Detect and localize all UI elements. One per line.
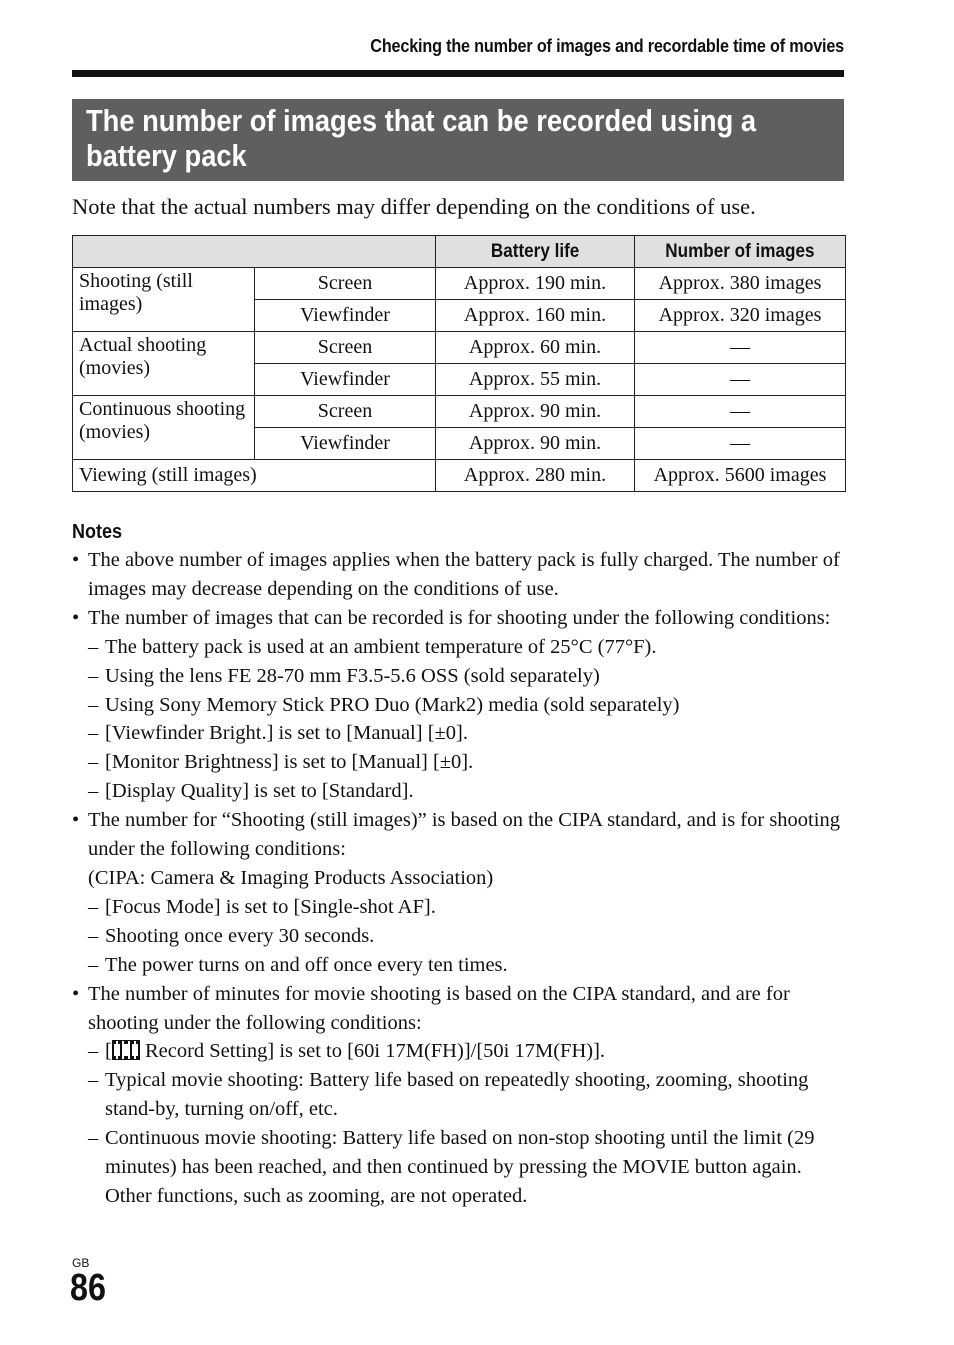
battery-life-cell: Approx. 55 min. xyxy=(436,364,635,396)
mode-cell: Viewfinder xyxy=(255,300,436,332)
row-group-label: Actual shooting (movies) xyxy=(73,332,255,396)
note-bullet: • The number for “Shooting (still images)” is based on the CIPA standard, and is for shooting under the following conditions: xyxy=(72,806,847,864)
note-condition: – [Display Quality] is set to [Standard]. xyxy=(72,777,847,806)
page-number: 86 xyxy=(70,1267,106,1309)
number-of-images-cell: — xyxy=(635,396,846,428)
battery-life-cell: Approx. 90 min. xyxy=(436,428,635,460)
battery-life-cell: Approx. 160 min. xyxy=(436,300,635,332)
note-bullet: • The number of minutes for movie shooting is based on the CIPA standard, and are for shooting under the following conditions: xyxy=(72,980,847,1038)
note-condition: – Using the lens FE 28-70 mm F3.5-5.6 OSS (sold separately) xyxy=(72,662,847,691)
bracket-open: [ xyxy=(105,1040,112,1063)
battery-life-cell: Approx. 190 min. xyxy=(436,268,635,300)
table-row xyxy=(73,268,846,300)
row-group-label: Continuous shooting (movies) xyxy=(73,396,255,460)
battery-life-cell: Approx. 60 min. xyxy=(436,332,635,364)
note-condition: – Typical movie shooting: Battery life based on repeatedly shooting, zooming, shooting stand-by, turning on/off, etc. xyxy=(72,1066,847,1124)
number-of-images-cell: Approx. 380 images xyxy=(635,268,846,300)
note-condition: – Shooting once every 30 seconds. xyxy=(72,922,847,951)
note-bullet: • The number of images that can be recorded is for shooting under the following conditions: xyxy=(72,604,847,633)
number-of-images-cell: Approx. 5600 images xyxy=(635,460,846,492)
section-title-box xyxy=(72,99,844,181)
table-header-battery-life: Battery life xyxy=(436,236,635,268)
table-row xyxy=(73,332,846,364)
page-region-code: GB xyxy=(72,1256,90,1270)
note-condition: – Continuous movie shooting: Battery life based on non-stop shooting until the limit (29 minutes) has been reached, and then continued by pressing the MOVIE button again. Other functions, such as zooming, are not operated. xyxy=(72,1124,847,1211)
record-setting-text: Record Setting] is set to [60i 17M(FH)]/[50i 17M(FH)]. xyxy=(139,1040,606,1063)
table-header-blank xyxy=(73,236,436,268)
number-of-images-cell: — xyxy=(635,428,846,460)
mode-cell: Screen xyxy=(255,268,436,300)
notes-list xyxy=(72,546,847,1211)
table-row xyxy=(73,396,846,428)
row-group-label: Viewing (still images) xyxy=(73,460,436,492)
number-of-images-cell: — xyxy=(635,364,846,396)
note-cipa-definition: (CIPA: Camera & Imaging Products Association) xyxy=(88,866,494,889)
battery-life-cell: Approx. 90 min. xyxy=(436,396,635,428)
note-condition: – [Monitor Brightness] is set to [Manual] [±0]. xyxy=(72,748,847,777)
header-rule xyxy=(72,70,844,77)
battery-table xyxy=(72,235,846,492)
number-of-images-cell: — xyxy=(635,332,846,364)
row-group-label: Shooting (still images) xyxy=(73,268,255,332)
movie-film-icon xyxy=(112,1040,140,1060)
note-condition: – The battery pack is used at an ambient temperature of 25°C (77°F). xyxy=(72,633,847,662)
intro-text: Note that the actual numbers may differ depending on the conditions of use. xyxy=(72,194,756,219)
notes-heading: Notes xyxy=(72,521,123,543)
note-condition-record-setting xyxy=(72,1037,847,1066)
note-condition: – The power turns on and off once every ten times. xyxy=(72,951,847,980)
table-header-row xyxy=(73,236,846,268)
number-of-images-cell: Approx. 320 images xyxy=(635,300,846,332)
note-bullet: • The above number of images applies when the battery pack is fully charged. The number of images may decrease depending on the conditions of use. xyxy=(72,546,847,604)
mode-cell: Viewfinder xyxy=(255,428,436,460)
note-condition: – [Viewfinder Bright.] is set to [Manual] [±0]. xyxy=(72,719,847,748)
note-condition: – Using Sony Memory Stick PRO Duo (Mark2) media (sold separately) xyxy=(72,691,847,720)
mode-cell: Screen xyxy=(255,396,436,428)
battery-life-cell: Approx. 280 min. xyxy=(436,460,635,492)
running-head: Checking the number of images and recordable time of movies xyxy=(370,36,844,56)
table-header-number-of-images: Number of images xyxy=(635,236,846,268)
note-condition: – [Focus Mode] is set to [Single-shot AF]. xyxy=(72,893,847,922)
table-row xyxy=(73,460,846,492)
mode-cell: Screen xyxy=(255,332,436,364)
mode-cell: Viewfinder xyxy=(255,364,436,396)
section-title: The number of images that can be recorded using a battery pack xyxy=(86,103,757,173)
